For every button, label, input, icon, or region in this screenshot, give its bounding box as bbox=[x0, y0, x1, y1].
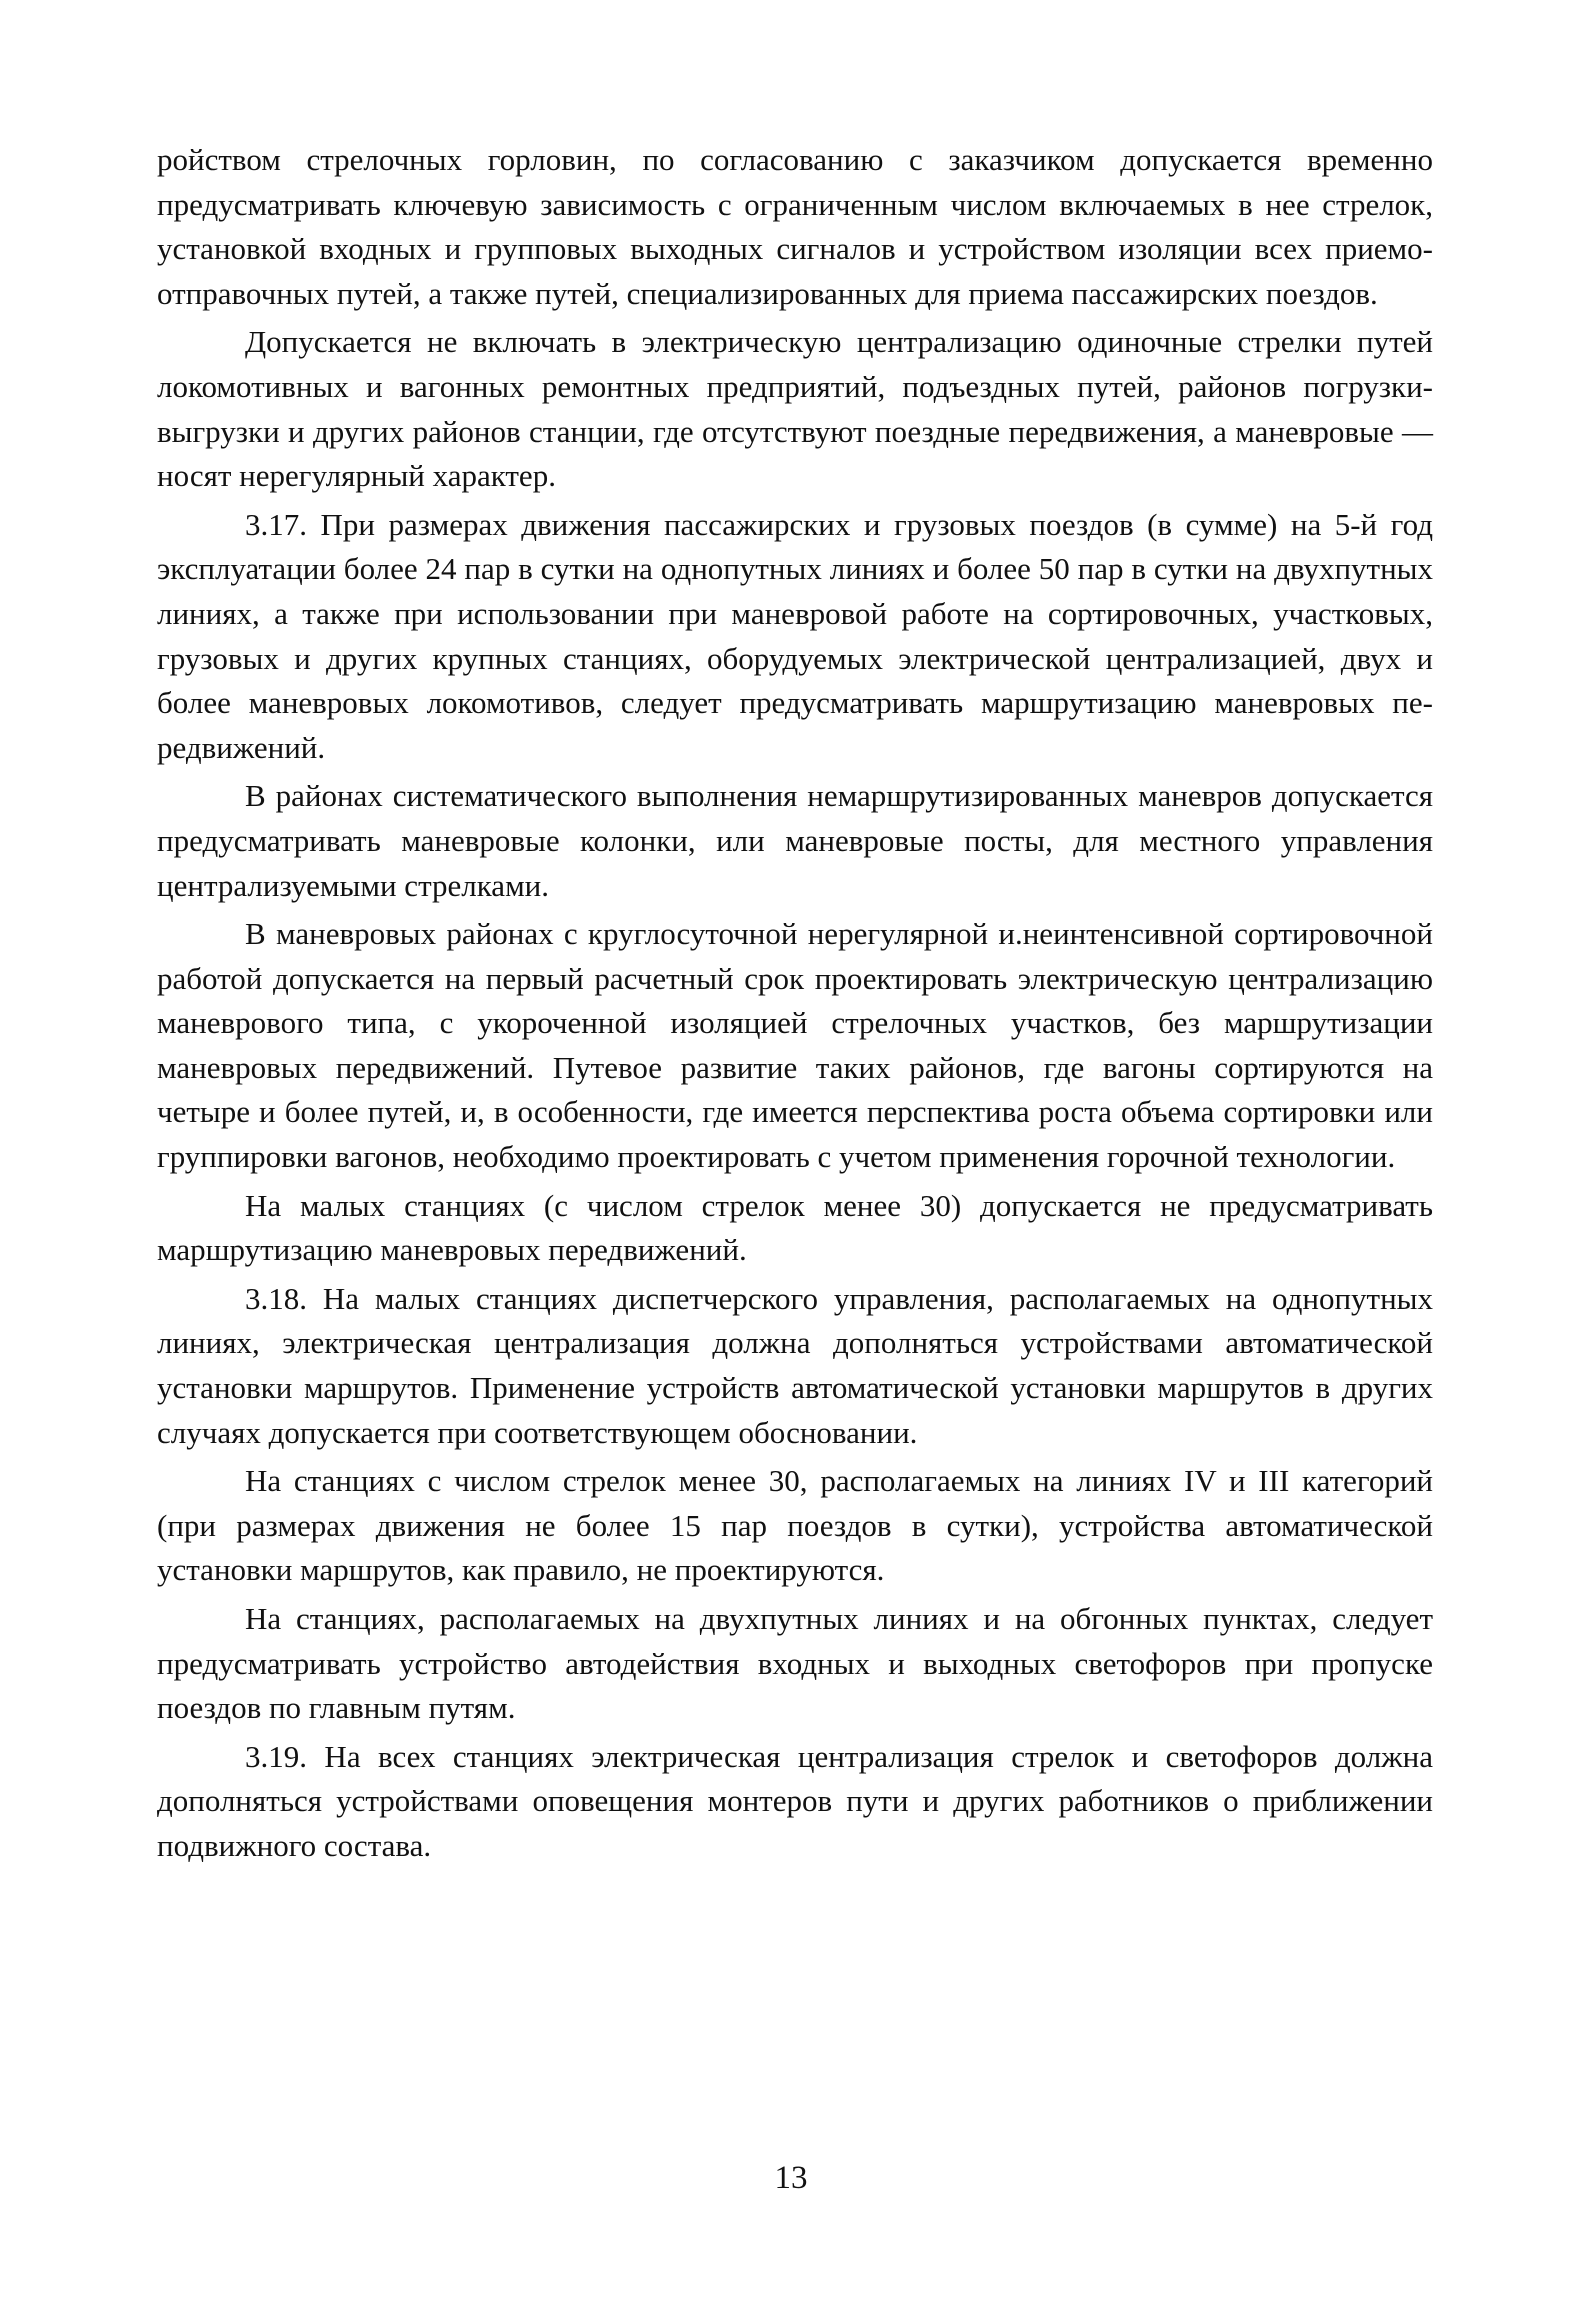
paragraph-4: В районах систематического выполнения немаршрутизированных маневров допускается предусматривать маневровые колонки, или маневровые посты, для местного управления централизуемыми стрелками. bbox=[157, 778, 1433, 903]
paragraph-1: ройством стрелочных горловин, по согласованию с заказчиком допускается временно предусматривать ключевую зависимость с ограниченным числом включаемых в нее стрелок, установкой входных и групповых выходных сигналов и устройством изоляции всех приемо-отправочных путей, а также путей, специализированных для приема пассажирских поездов. bbox=[157, 142, 1433, 311]
paragraph-9: На станциях, располагаемых на двухпутных линиях и на обгонных пунктах, следует предусматривать устройство автодействия входных и выходных светофоров при пропуске поездов по главным путям. bbox=[157, 1601, 1433, 1726]
paragraph-5: В маневровых районах с круглосуточной нерегулярной и.неинтенсивной сортировочной работой допускается на первый расчетный срок проектировать электрическую централизацию маневрового типа, с укороченной изоляцией стрелочных участков, без маршрутизации маневровых передвижений. Путевое развитие таких районов, где вагоны сортируются на четыре и более путей, и, в особенности, где имеется перспектива роста объема сортировки или группировки вагонов, необходимо проектировать с учетом применения горочной технологии. bbox=[157, 916, 1433, 1175]
paragraph-10-section-3-19: 3.19. На всех станциях электрическая централизация стрелок и светофоров должна дополняться устройствами оповещения монтеров пути и других работников о приближении подвижного состава. bbox=[157, 1738, 1433, 1863]
paragraph-8: На станциях с числом стрелок менее 30, располагаемых на линиях IV и III категорий (при размерах движения не более 15 пар поездов в сутки), устройства автоматической установки маршрутов, как правило, не проектируются. bbox=[157, 1463, 1433, 1588]
paragraph-2: Допускается не включать в электрическую централизацию одиночные стрелки путей локомотивных и вагонных ремонтных предприятий, подъездных путей, районов погрузки-выгрузки и других районов станции, где отсутствуют поездные передвижения, а маневровые — носят нерегулярный характер. bbox=[157, 324, 1433, 494]
paragraph-7-section-3-18: 3.18. На малых станциях диспетчерского управления, располагаемых на однопутных линиях, электрическая централизация должна дополняться устройствами автоматической установки маршрутов. Применение устройств автоматической установки маршрутов в других случаях допускается при соответствующем обосновании. bbox=[157, 1280, 1433, 1450]
document-body bbox=[157, 138, 1433, 1869]
paragraph-3-section-3-17: 3.17. При размерах движения пассажирских и грузовых поездов (в сумме) на 5-й год эксплуатации более 24 пар в сутки на однопутных линиях и более 50 пар в сутки на двухпутных линиях, а также при использовании при маневровой работе на сортировочных, участковых, грузовых и других крупных станциях, оборудуемых электрической централизацией, двух и более маневровых локомотивов, следует предусматривать маршрутизацию маневровых передвижений. bbox=[157, 506, 1433, 765]
paragraph-6: На малых станциях (с числом стрелок менее 30) допускается не предусматривать маршрутизацию маневровых передвижений. bbox=[157, 1187, 1433, 1268]
page-number: 13 bbox=[774, 2160, 808, 2196]
